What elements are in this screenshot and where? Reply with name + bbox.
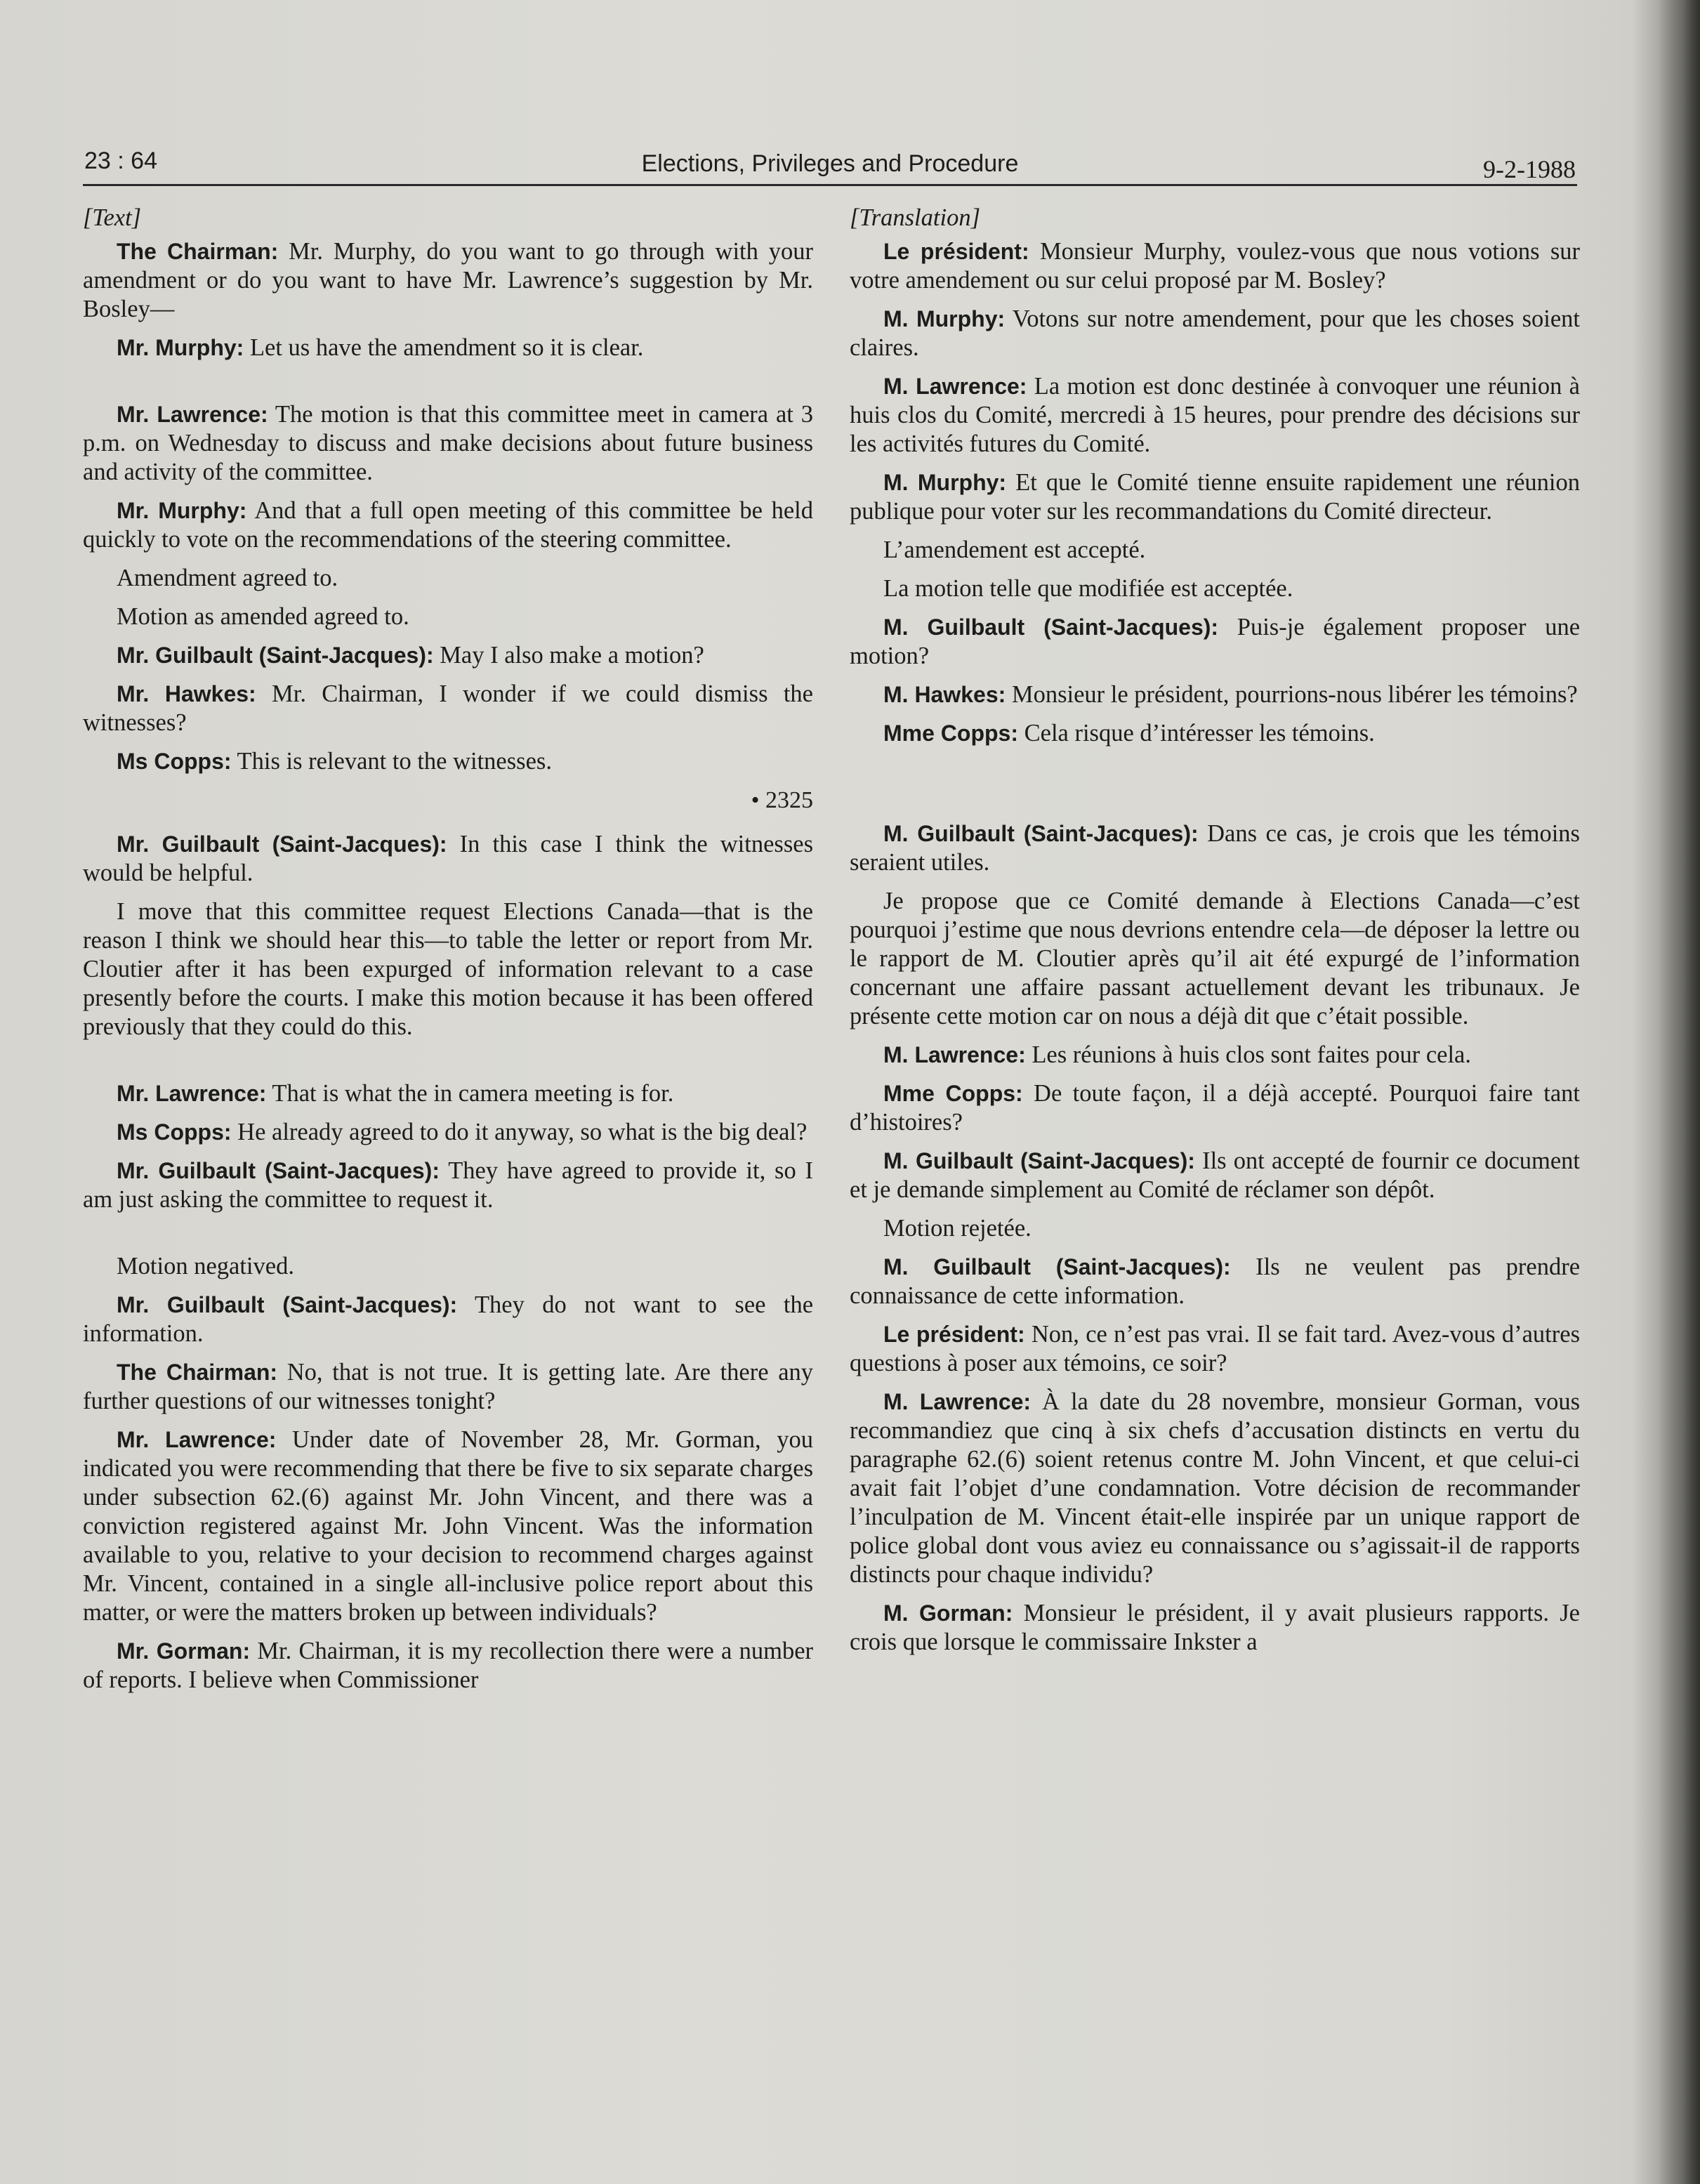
paragraph [850, 820, 1580, 877]
book-spine-shadow [1658, 0, 1700, 2184]
speech: Mr. Chairman, it is my recollection there were a number of reports. I believe when Commissioner [83, 1638, 813, 1693]
speech: Let us have the amendment so it is clear. [244, 334, 644, 361]
column-label: [Translation] [850, 204, 980, 231]
paragraph [850, 1147, 1580, 1204]
speech: In this case I think the witnesses would be helpful. [83, 831, 814, 886]
proceeding-note: Motion rejetée. [883, 1215, 1032, 1242]
proceeding-note: L’amendement est accepté. [883, 537, 1146, 563]
paragraph [83, 1291, 813, 1348]
paragraph [850, 372, 1580, 459]
speaker: Mr. Lawrence: [117, 1081, 267, 1106]
speaker: Le président: [883, 1322, 1025, 1347]
time-marker: • 2325 [751, 787, 813, 813]
speaker: Ms Copps: [117, 1119, 232, 1145]
speaker: Mr. Guilbault (Saint-Jacques): [117, 831, 447, 857]
speaker: Mr. Guilbault (Saint-Jacques): [117, 1292, 458, 1317]
speech: Cela risque d’intéresser les témoins. [1018, 720, 1375, 746]
proceeding-note: La motion telle que modifiée est acceptée. [883, 575, 1293, 602]
paragraph [850, 468, 1580, 526]
speaker: M. Murphy: [883, 470, 1007, 495]
paragraph [83, 1426, 813, 1627]
sitting-date: 9-2-1988 [1483, 155, 1576, 183]
paragraph [850, 1388, 1580, 1589]
speech: La motion est donc destinée à convoquer une réunion à huis clos du Comité, mercredi à 15 heures, pour prendre des décisions sur les activités futures du Comité. [850, 373, 1580, 457]
speech: Ils ne veulent pas prendre connaissance de cette information. [850, 1254, 1581, 1309]
speaker: M. Murphy: [883, 306, 1006, 331]
speech: Mr. Chairman, I wonder if we could dismiss the witnesses? [83, 680, 813, 736]
paragraph [850, 237, 1580, 295]
speaker: Mr. Lawrence: [117, 402, 268, 427]
column-label: [Text] [83, 204, 142, 231]
page-number: 23 : 64 [84, 147, 157, 174]
paragraph [850, 1079, 1580, 1137]
speaker: Mr. Guilbault (Saint-Jacques): [117, 1158, 440, 1183]
running-header [83, 145, 1577, 186]
speaker: M. Lawrence: [883, 1389, 1032, 1414]
speech: De toute façon, il a déjà accepté. Pourquoi faire tant d’histoires? [850, 1080, 1580, 1136]
speaker: Ms Copps: [117, 749, 232, 774]
paragraph [83, 1637, 813, 1695]
speech: Puis-je également proposer une motion? [850, 614, 1581, 669]
speech: The motion is that this committee meet in camera at 3 p.m. on Wednesday to discuss and make decisions about future business and activity of the committee. [83, 401, 814, 485]
speech: Monsieur le président, pourrions-nous libérer les témoins? [1006, 681, 1578, 708]
paragraph [83, 496, 813, 554]
speech: Non, ce n’est pas vrai. Il se fait tard. Avez-vous d’autres questions à poser aux témoins, ce soir? [850, 1321, 1580, 1376]
speech: Under date of November 28, Mr. Gorman, you indicated you were recommending that there be five to six separate charges under subsection 62.(6) against Mr. John Vincent, and there was a conviction registered against Mr. John Vincent. Was the information available to you, relative to your decision to recommend charges against Mr. Vincent, contained in a single all-inclusive police report about this matter, or were the matters broken up between individuals? [83, 1426, 814, 1626]
speaker: M. Guilbault (Saint-Jacques): [883, 614, 1219, 640]
speech: Les réunions à huis clos sont faites pour cela. [1025, 1041, 1471, 1068]
speaker: M. Lawrence: [883, 374, 1027, 399]
speaker: M. Guilbault (Saint-Jacques): [883, 1254, 1231, 1280]
speaker: Mr. Guilbault (Saint-Jacques): [117, 643, 434, 668]
speaker: The Chairman: [117, 1360, 278, 1385]
speaker: Mr. Murphy: [117, 335, 244, 360]
paragraph: Je propose que ce Comité demande à Elections Canada—c’est pourquoi j’estime que nous devrions entendre cela—de déposer la lettre ou le rapport de M. Cloutier après qu’il ait été expurgé de l’information concernant une affaire passant actuellement devant les tribunaux. Je présente cette motion car on nous a déjà dit que c’était possible. [850, 888, 1580, 1029]
speech: Monsieur le président, il y avait plusieurs rapports. Je crois que lorsque le commissaire Inkster a [850, 1600, 1580, 1655]
paragraph [850, 680, 1580, 709]
speech: Ils ont accepté de fournir ce document et je demande simplement au Comité de réclamer son dépôt. [850, 1147, 1580, 1203]
speaker: M. Lawrence: [883, 1042, 1026, 1067]
paragraph [850, 1599, 1580, 1657]
speech: Monsieur Murphy, voulez-vous que nous votions sur votre amendement ou sur celui proposé par M. Bosley? [850, 238, 1581, 294]
speaker: M. Guilbault (Saint-Jacques): [883, 1148, 1195, 1173]
speech: They do not want to see the information. [83, 1291, 814, 1347]
speaker: Le président: [883, 239, 1029, 264]
speech: May I also make a motion? [433, 642, 704, 669]
speech: Votons sur notre amendement, pour que les choses soient claires. [850, 305, 1580, 361]
paragraph [83, 334, 813, 362]
proceeding-note: Motion negatived. [117, 1253, 294, 1280]
speech: That is what the in camera meeting is for. [266, 1080, 674, 1107]
paragraph: I move that this committee request Elections Canada—that is the reason I think we should hear this—to table the letter or report from Mr. Cloutier after it has been expurged of information relevant to a case presently before the courts. I make this motion because it has been offered previously that they could do this. [83, 898, 813, 1040]
speaker: Mme Copps: [883, 1081, 1023, 1106]
speaker: M. Hawkes: [883, 682, 1006, 707]
english-column [83, 204, 813, 1704]
paragraph [83, 237, 813, 324]
proceeding-note: Amendment agreed to. [117, 565, 338, 591]
speaker: Mr. Murphy: [117, 498, 247, 523]
paragraph [83, 747, 813, 776]
speech: Et que le Comité tienne ensuite rapidement une réunion publique pour voter sur les recommandations du Comité directeur. [850, 469, 1580, 525]
speech: He already agreed to do it anyway, so what is the big deal? [231, 1119, 808, 1145]
paragraph [850, 305, 1580, 362]
speaker: Mme Copps: [883, 721, 1018, 746]
speaker: M. Gorman: [883, 1600, 1013, 1626]
paragraph [83, 1079, 813, 1108]
speech: À la date du 28 novembre, monsieur Gorman, vous recommandiez que cinq à six chefs d’accusation distincts en vertu du paragraphe 62.(6) soient retenus contre M. John Vincent, et que celui-ci avait fait l’objet d’une condamnation. Votre décision de recommander l’inculpation de M. Vincent était-elle inspirée par un unique rapport de police global dont vous aviez eu connaissance ou s’agissait-il de rapports distincts pour chaque individu? [850, 1388, 1580, 1588]
paragraph [83, 830, 813, 888]
french-column [850, 204, 1580, 1666]
proceeding-note: Motion as amended agreed to. [117, 603, 409, 630]
publication-title: Elections, Privileges and Procedure [641, 150, 1019, 177]
speech: They have agreed to provide it, so I am just asking the committee to request it. [83, 1157, 814, 1213]
paragraph [850, 1041, 1580, 1070]
paragraph [850, 1253, 1580, 1310]
paragraph [83, 400, 813, 487]
paragraph [83, 1157, 813, 1214]
speech: And that a full open meeting of this committee be held quickly to vote on the recommendations of the steering committee. [83, 497, 814, 553]
speaker: Mr. Gorman: [117, 1638, 251, 1664]
speaker: The Chairman: [117, 239, 279, 264]
speaker: Mr. Lawrence: [117, 1427, 277, 1452]
paragraph [850, 613, 1580, 671]
speech: Mr. Murphy, do you want to go through with your amendment or do you want to have Mr. Lawrence’s suggestion by Mr. Bosley— [83, 238, 813, 322]
paragraph [850, 1320, 1580, 1378]
speech: Dans ce cas, je crois que les témoins seraient utiles. [850, 820, 1580, 876]
speech: No, that is not true. It is getting late. Are there any further questions of our witnesses tonight? [83, 1359, 814, 1414]
speech: This is relevant to the witnesses. [231, 748, 552, 775]
paragraph [83, 1358, 813, 1416]
paragraph [850, 719, 1580, 748]
paragraph [83, 1118, 813, 1147]
speaker: M. Guilbault (Saint-Jacques): [883, 821, 1199, 846]
speaker: Mr. Hawkes: [117, 681, 256, 706]
paragraph [83, 641, 813, 670]
paragraph [83, 680, 813, 737]
